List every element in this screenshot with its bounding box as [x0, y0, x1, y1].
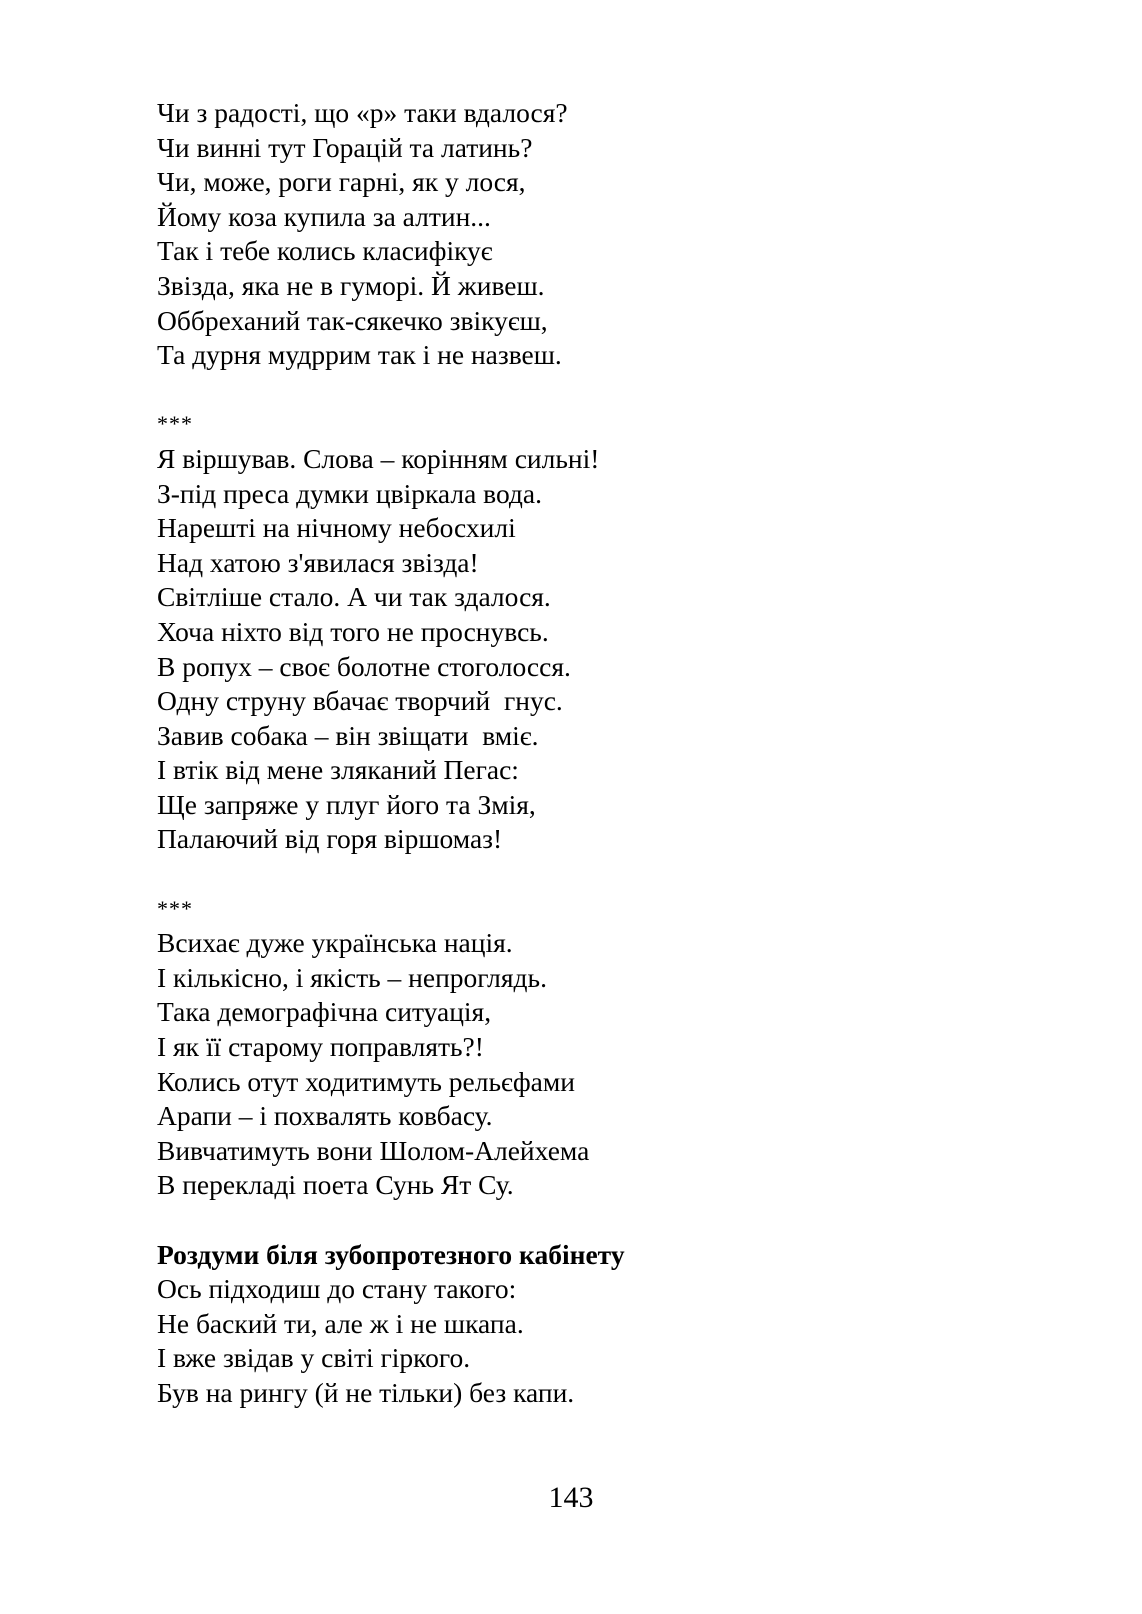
verse-line: Був на рингу (й не тільки) без капи. — [157, 1376, 575, 1408]
verse-line: Я віршував. Слова – корінням сильні! — [157, 442, 600, 474]
page-number: 143 — [548, 1481, 594, 1514]
verse-line: З-під преса думки цвіркала вода. — [157, 477, 542, 509]
stanza-1 — [157, 96, 1057, 373]
verse-line: В перекладі поета Сунь Ят Су. — [157, 1169, 514, 1201]
poem-separator: *** — [157, 895, 193, 921]
verse-line: Йому коза купила за алтин... — [157, 200, 491, 232]
stanza-gap — [157, 857, 1057, 892]
verse-line: Світліше стало. А чи так здалося. — [157, 581, 551, 613]
verse-line: Над хатою з'явилася звізда! — [157, 546, 479, 578]
poem-text — [157, 96, 1057, 1411]
verse-line: Чи винні тут Горацій та латинь? — [157, 131, 533, 163]
verse-line: Не баский ти, але ж і не шкапа. — [157, 1307, 524, 1339]
verse-line: Чи з радості, що «р» таки вдалося? — [157, 97, 568, 128]
stanza-gap — [157, 1203, 1057, 1238]
verse-line: Вивчатимуть вони Шолом-Алейхема — [157, 1134, 590, 1166]
stanza-4 — [157, 1272, 1057, 1410]
verse-line: Ось підходиш до стану такого: — [157, 1273, 517, 1305]
verse-line: І як її старому поправлять?! — [157, 1031, 484, 1063]
poem-separator: *** — [157, 411, 193, 437]
verse-line: Колись отут ходитимуть рельєфами — [157, 1065, 575, 1097]
verse-line: Така демографічна ситуація, — [157, 996, 492, 1028]
verse-line: Ще запряже у плуг його та Змія, — [157, 788, 536, 820]
verse-line: Завив собака – він звіщати вміє. — [157, 719, 539, 751]
verse-line: Хоча ніхто від того не проснувсь. — [157, 615, 549, 647]
verse-line: Арапи – і похвалять ковбасу. — [157, 1100, 493, 1132]
verse-line: Всихає дуже українська нація. — [157, 927, 513, 959]
stanza-3 — [157, 926, 1057, 1203]
verse-line: Чи, може, роги гарні, як у лося, — [157, 166, 526, 198]
verse-line: І вже звідав у світі гіркого. — [157, 1342, 471, 1374]
stanza-2 — [157, 442, 1057, 857]
verse-line: Нарешті на нічному небосхилі — [157, 512, 516, 544]
verse-line: Та дурня мудррим так і не назвеш. — [157, 339, 562, 371]
stanza-gap — [157, 373, 1057, 408]
verse-line: І втік від мене зляканий Пегас: — [157, 754, 519, 786]
verse-line: Одну струну вбачає творчий гнус. — [157, 685, 563, 717]
verse-line: Оббреханий так-сякечко звікуєш, — [157, 304, 548, 336]
verse-line: Так і тебе колись класифікує — [157, 235, 493, 267]
verse-line: І кількісно, і якість – непроглядь. — [157, 961, 547, 993]
verse-line: Палаючий від горя віршомаз! — [157, 823, 503, 855]
verse-line: Звізда, яка не в гуморі. Й живеш. — [157, 269, 545, 301]
poem-title: Роздуми біля зубопротезного кабінету — [157, 1238, 625, 1270]
verse-line: В ропух – своє болотне стоголосся. — [157, 650, 571, 682]
